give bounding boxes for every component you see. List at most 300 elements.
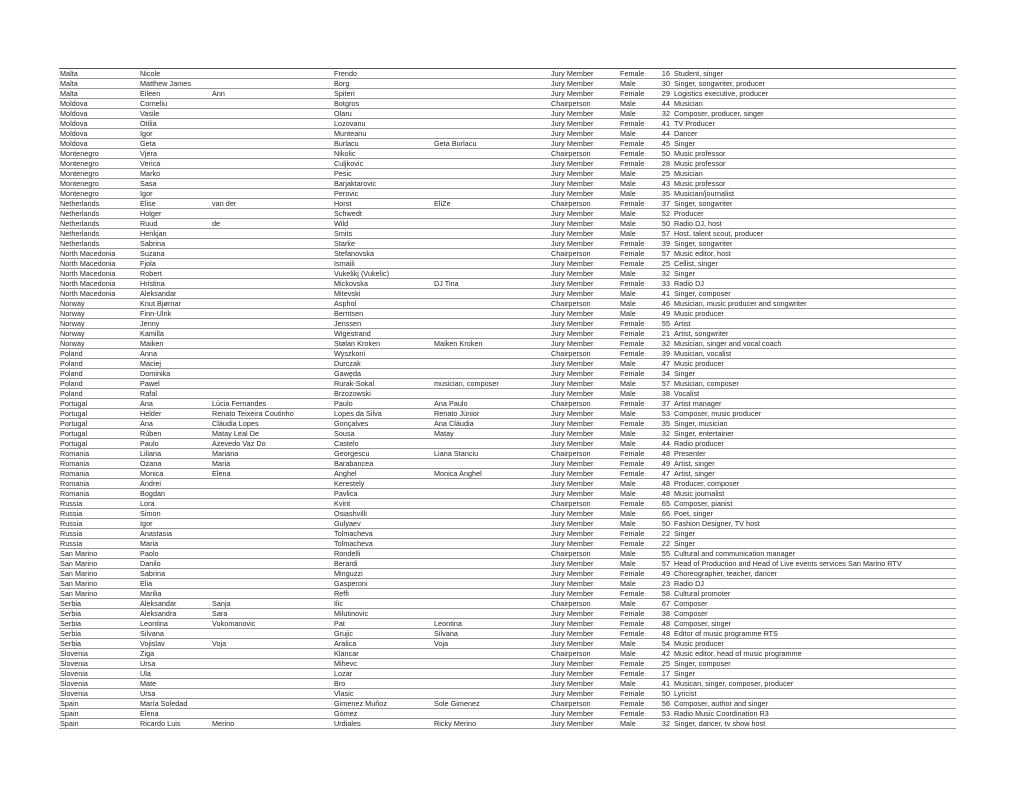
table-row <box>59 579 956 589</box>
middle-name-cell: Azevedo Vaz Do <box>211 439 333 449</box>
last-name-cell: Gonçalves <box>333 419 433 429</box>
last-name-cell: Tolmacheva <box>333 529 433 539</box>
profession-cell: Musician, music producer and songwriter <box>673 299 956 309</box>
profession-cell: Composer, author and singer <box>673 699 956 709</box>
first-name-cell: Lora <box>139 499 211 509</box>
age-cell: 25 <box>660 169 673 179</box>
country-cell: Moldova <box>59 139 139 149</box>
last-name-cell: Schwedt <box>333 209 433 219</box>
table-row <box>59 539 956 549</box>
gender-cell: Male <box>619 519 660 529</box>
middle-name-cell <box>211 709 333 719</box>
table-row <box>59 249 956 259</box>
role-cell: Jury Member <box>550 359 619 369</box>
first-name-cell: Monica <box>139 469 211 479</box>
gender-cell: Male <box>619 79 660 89</box>
first-name-cell: Mate <box>139 679 211 689</box>
last-name-cell: Castelo <box>333 439 433 449</box>
country-cell: Netherlands <box>59 229 139 239</box>
role-cell: Jury Member <box>550 289 619 299</box>
role-cell: Chairperson <box>550 149 619 159</box>
profession-cell: Editor of music programme RTS <box>673 629 956 639</box>
gender-cell: Male <box>619 409 660 419</box>
stage-name-cell <box>433 179 550 189</box>
table-row <box>59 449 956 459</box>
stage-name-cell <box>433 309 550 319</box>
middle-name-cell <box>211 79 333 89</box>
first-name-cell: Corneliu <box>139 99 211 109</box>
profession-cell: Singer <box>673 669 956 679</box>
age-cell: 53 <box>660 409 673 419</box>
middle-name-cell <box>211 299 333 309</box>
age-cell: 45 <box>660 139 673 149</box>
gender-cell: Female <box>619 159 660 169</box>
country-cell: Moldova <box>59 119 139 129</box>
stage-name-cell <box>433 119 550 129</box>
profession-cell: Poet, singer <box>673 509 956 519</box>
last-name-cell: Pesic <box>333 169 433 179</box>
role-cell: Jury Member <box>550 669 619 679</box>
table-row <box>59 339 956 349</box>
gender-cell: Male <box>619 649 660 659</box>
age-cell: 44 <box>660 129 673 139</box>
first-name-cell: Paolo <box>139 549 211 559</box>
country-cell: San Marino <box>59 549 139 559</box>
middle-name-cell <box>211 209 333 219</box>
gender-cell: Female <box>619 319 660 329</box>
country-cell: North Macedonia <box>59 279 139 289</box>
first-name-cell: Ziga <box>139 649 211 659</box>
stage-name-cell <box>433 559 550 569</box>
first-name-cell: Eileen <box>139 89 211 99</box>
role-cell: Jury Member <box>550 259 619 269</box>
table-row <box>59 79 956 89</box>
age-cell: 32 <box>660 719 673 729</box>
gender-cell: Female <box>619 89 660 99</box>
middle-name-cell <box>211 139 333 149</box>
last-name-cell: Burlacu <box>333 139 433 149</box>
country-cell: San Marino <box>59 559 139 569</box>
last-name-cell: Milutinovic <box>333 609 433 619</box>
table-row <box>59 229 956 239</box>
age-cell: 48 <box>660 479 673 489</box>
stage-name-cell <box>433 529 550 539</box>
role-cell: Chairperson <box>550 249 619 259</box>
gender-cell: Male <box>619 269 660 279</box>
table-row <box>59 149 956 159</box>
middle-name-cell <box>211 579 333 589</box>
country-cell: North Macedonia <box>59 249 139 259</box>
age-cell: 35 <box>660 189 673 199</box>
gender-cell: Female <box>619 339 660 349</box>
age-cell: 56 <box>660 699 673 709</box>
role-cell: Jury Member <box>550 659 619 669</box>
table-row <box>59 719 956 729</box>
stage-name-cell <box>433 209 550 219</box>
last-name-cell: Starke <box>333 239 433 249</box>
table-row <box>59 429 956 439</box>
country-cell: Romania <box>59 459 139 469</box>
role-cell: Jury Member <box>550 679 619 689</box>
middle-name-cell <box>211 329 333 339</box>
first-name-cell: Liliana <box>139 449 211 459</box>
last-name-cell: Urdiales <box>333 719 433 729</box>
middle-name-cell <box>211 279 333 289</box>
table-row <box>59 459 956 469</box>
last-name-cell: Klancar <box>333 649 433 659</box>
table-row <box>59 129 956 139</box>
first-name-cell: Aleksandar <box>139 289 211 299</box>
first-name-cell: Maiken <box>139 339 211 349</box>
gender-cell: Female <box>619 609 660 619</box>
last-name-cell: Munteanu <box>333 129 433 139</box>
middle-name-cell <box>211 659 333 669</box>
profession-cell: Music producer <box>673 639 956 649</box>
last-name-cell: Mihevc <box>333 659 433 669</box>
role-cell: Chairperson <box>550 549 619 559</box>
age-cell: 21 <box>660 329 673 339</box>
age-cell: 23 <box>660 579 673 589</box>
stage-name-cell: Monica Anghel <box>433 469 550 479</box>
age-cell: 44 <box>660 99 673 109</box>
age-cell: 28 <box>660 159 673 169</box>
role-cell: Jury Member <box>550 569 619 579</box>
first-name-cell: Marko <box>139 169 211 179</box>
profession-cell: Dancer <box>673 129 956 139</box>
last-name-cell: Gimenez Muñoz <box>333 699 433 709</box>
middle-name-cell: Ann <box>211 89 333 99</box>
country-cell: Slovenia <box>59 679 139 689</box>
country-cell: Russia <box>59 529 139 539</box>
profession-cell: Composer, singer <box>673 619 956 629</box>
table-row <box>59 469 956 479</box>
stage-name-cell: Matay <box>433 429 550 439</box>
stage-name-cell <box>433 99 550 109</box>
middle-name-cell: Cláudia Lopes <box>211 419 333 429</box>
profession-cell: Musician <box>673 169 956 179</box>
stage-name-cell <box>433 189 550 199</box>
country-cell: Portugal <box>59 399 139 409</box>
middle-name-cell <box>211 539 333 549</box>
country-cell: Romania <box>59 489 139 499</box>
age-cell: 39 <box>660 239 673 249</box>
country-cell: Spain <box>59 709 139 719</box>
table-row <box>59 619 956 629</box>
country-cell: Montenegro <box>59 189 139 199</box>
table-row <box>59 69 956 79</box>
gender-cell: Male <box>619 429 660 439</box>
stage-name-cell <box>433 289 550 299</box>
role-cell: Jury Member <box>550 609 619 619</box>
middle-name-cell <box>211 169 333 179</box>
role-cell: Jury Member <box>550 689 619 699</box>
gender-cell: Female <box>619 69 660 79</box>
middle-name-cell: de <box>211 219 333 229</box>
table-row <box>59 319 956 329</box>
first-name-cell: Ruud <box>139 219 211 229</box>
role-cell: Jury Member <box>550 119 619 129</box>
stage-name-cell: Geta Burlacu <box>433 139 550 149</box>
stage-name-cell: Maiken Kroken <box>433 339 550 349</box>
first-name-cell: Rúben <box>139 429 211 439</box>
table-row <box>59 479 956 489</box>
role-cell: Jury Member <box>550 279 619 289</box>
stage-name-cell: Liana Stanciu <box>433 449 550 459</box>
table-row <box>59 159 956 169</box>
country-cell: Russia <box>59 509 139 519</box>
age-cell: 55 <box>660 549 673 559</box>
age-cell: 48 <box>660 629 673 639</box>
last-name-cell: Spiteri <box>333 89 433 99</box>
age-cell: 67 <box>660 599 673 609</box>
middle-name-cell <box>211 529 333 539</box>
first-name-cell: Ricardo Luis <box>139 719 211 729</box>
table-row <box>59 349 956 359</box>
role-cell: Jury Member <box>550 509 619 519</box>
age-cell: 25 <box>660 659 673 669</box>
gender-cell: Male <box>619 189 660 199</box>
country-cell: Romania <box>59 469 139 479</box>
last-name-cell: Mickovska <box>333 279 433 289</box>
role-cell: Jury Member <box>550 139 619 149</box>
stage-name-cell <box>433 69 550 79</box>
age-cell: 22 <box>660 529 673 539</box>
profession-cell: Singer <box>673 139 956 149</box>
age-cell: 46 <box>660 299 673 309</box>
first-name-cell: Marilia <box>139 589 211 599</box>
country-cell: Romania <box>59 449 139 459</box>
last-name-cell: Jenssen <box>333 319 433 329</box>
age-cell: 53 <box>660 709 673 719</box>
profession-cell: Singer, composer <box>673 289 956 299</box>
profession-cell: Artist, singer <box>673 469 956 479</box>
middle-name-cell <box>211 359 333 369</box>
first-name-cell: Ursa <box>139 689 211 699</box>
age-cell: 29 <box>660 89 673 99</box>
role-cell: Jury Member <box>550 79 619 89</box>
country-cell: San Marino <box>59 589 139 599</box>
country-cell: Serbia <box>59 639 139 649</box>
age-cell: 48 <box>660 619 673 629</box>
stage-name-cell <box>433 89 550 99</box>
age-cell: 57 <box>660 559 673 569</box>
profession-cell: Singer, composer <box>673 659 956 669</box>
country-cell: Montenegro <box>59 159 139 169</box>
last-name-cell: Berardi <box>333 559 433 569</box>
table-row <box>59 119 956 129</box>
country-cell: Poland <box>59 369 139 379</box>
role-cell: Jury Member <box>550 169 619 179</box>
stage-name-cell <box>433 479 550 489</box>
table-row <box>59 199 956 209</box>
table-row <box>59 549 956 559</box>
first-name-cell: Dominika <box>139 369 211 379</box>
role-cell: Jury Member <box>550 459 619 469</box>
table-row <box>59 379 956 389</box>
profession-cell: Musician, singer and vocal coach <box>673 339 956 349</box>
country-cell: Serbia <box>59 629 139 639</box>
last-name-cell: Horst <box>333 199 433 209</box>
middle-name-cell: Mariana <box>211 449 333 459</box>
first-name-cell: Bogdan <box>139 489 211 499</box>
role-cell: Jury Member <box>550 529 619 539</box>
table-row <box>59 679 956 689</box>
country-cell: Russia <box>59 519 139 529</box>
profession-cell: Producer, composer <box>673 479 956 489</box>
age-cell: 47 <box>660 359 673 369</box>
role-cell: Jury Member <box>550 339 619 349</box>
role-cell: Jury Member <box>550 539 619 549</box>
stage-name-cell: Leontina <box>433 619 550 629</box>
stage-name-cell: Renato Júnior <box>433 409 550 419</box>
stage-name-cell: Sole Gimenez <box>433 699 550 709</box>
stage-name-cell <box>433 369 550 379</box>
middle-name-cell <box>211 69 333 79</box>
age-cell: 41 <box>660 289 673 299</box>
country-cell: North Macedonia <box>59 259 139 269</box>
table-row <box>59 269 956 279</box>
middle-name-cell: Lúcia Fernandes <box>211 399 333 409</box>
last-name-cell: Frendo <box>333 69 433 79</box>
last-name-cell: Wild <box>333 219 433 229</box>
country-cell: Poland <box>59 359 139 369</box>
middle-name-cell <box>211 699 333 709</box>
gender-cell: Male <box>619 359 660 369</box>
first-name-cell: Sabrina <box>139 569 211 579</box>
last-name-cell: Pat <box>333 619 433 629</box>
gender-cell: Male <box>619 129 660 139</box>
table-row <box>59 309 956 319</box>
gender-cell: Female <box>619 469 660 479</box>
role-cell: Jury Member <box>550 469 619 479</box>
country-cell: Slovenia <box>59 659 139 669</box>
profession-cell: Singer <box>673 369 956 379</box>
profession-cell: Artist manager <box>673 399 956 409</box>
middle-name-cell: Sanja <box>211 599 333 609</box>
last-name-cell: Tolmacheva <box>333 539 433 549</box>
gender-cell: Female <box>619 669 660 679</box>
stage-name-cell <box>433 649 550 659</box>
role-cell: Chairperson <box>550 449 619 459</box>
role-cell: Jury Member <box>550 619 619 629</box>
gender-cell: Male <box>619 579 660 589</box>
profession-cell: Artist, singer <box>673 459 956 469</box>
table-row <box>59 99 956 109</box>
jury-table <box>59 68 956 729</box>
last-name-cell: Ismaili <box>333 259 433 269</box>
first-name-cell: Danilo <box>139 559 211 569</box>
gender-cell: Female <box>619 529 660 539</box>
profession-cell: Music producer <box>673 309 956 319</box>
gender-cell: Female <box>619 279 660 289</box>
stage-name-cell <box>433 329 550 339</box>
profession-cell: Head of Production and Head of Live events services San Marino RTV <box>673 559 956 569</box>
last-name-cell: Gasperoni <box>333 579 433 589</box>
table-row <box>59 389 956 399</box>
country-cell: Portugal <box>59 439 139 449</box>
first-name-cell: Paulo <box>139 439 211 449</box>
stage-name-cell: Ana Paulo <box>433 399 550 409</box>
stage-name-cell <box>433 159 550 169</box>
last-name-cell: Pavlica <box>333 489 433 499</box>
gender-cell: Female <box>619 349 660 359</box>
age-cell: 50 <box>660 689 673 699</box>
first-name-cell: Aleksandar <box>139 599 211 609</box>
stage-name-cell <box>433 439 550 449</box>
profession-cell: Student, singer <box>673 69 956 79</box>
gender-cell: Female <box>619 329 660 339</box>
table-row <box>59 659 956 669</box>
middle-name-cell <box>211 239 333 249</box>
stage-name-cell: EliZe <box>433 199 550 209</box>
table-row <box>59 439 956 449</box>
age-cell: 22 <box>660 539 673 549</box>
profession-cell: Fashion Designer, TV host <box>673 519 956 529</box>
last-name-cell: Nikolic <box>333 149 433 159</box>
first-name-cell: Ana <box>139 399 211 409</box>
last-name-cell: Kvint <box>333 499 433 509</box>
role-cell: Jury Member <box>550 379 619 389</box>
country-cell: Russia <box>59 539 139 549</box>
age-cell: 33 <box>660 279 673 289</box>
country-cell: Norway <box>59 319 139 329</box>
stage-name-cell <box>433 519 550 529</box>
last-name-cell: Georgescu <box>333 449 433 459</box>
jury-table-sheet <box>59 68 956 729</box>
last-name-cell: Wyszkoni <box>333 349 433 359</box>
table-row <box>59 629 956 639</box>
age-cell: 41 <box>660 679 673 689</box>
jury-table-body <box>59 69 956 729</box>
profession-cell: Composer, producer, singer <box>673 109 956 119</box>
stage-name-cell <box>433 319 550 329</box>
stage-name-cell: Silvana <box>433 629 550 639</box>
gender-cell: Male <box>619 719 660 729</box>
profession-cell: Cultural promoter <box>673 589 956 599</box>
middle-name-cell <box>211 179 333 189</box>
country-cell: Slovenia <box>59 689 139 699</box>
last-name-cell: Gulyaev <box>333 519 433 529</box>
profession-cell: Lyricist <box>673 689 956 699</box>
age-cell: 54 <box>660 639 673 649</box>
profession-cell: Singer, songwriter <box>673 239 956 249</box>
table-row <box>59 209 956 219</box>
age-cell: 32 <box>660 339 673 349</box>
middle-name-cell <box>211 389 333 399</box>
profession-cell: Presenter <box>673 449 956 459</box>
profession-cell: Music professor <box>673 149 956 159</box>
table-row <box>59 699 956 709</box>
table-row <box>59 709 956 719</box>
first-name-cell: Suzana <box>139 249 211 259</box>
stage-name-cell <box>433 569 550 579</box>
profession-cell: Singer, dancer, tv show host <box>673 719 956 729</box>
middle-name-cell: Elena <box>211 469 333 479</box>
gender-cell: Male <box>619 229 660 239</box>
table-row <box>59 299 956 309</box>
middle-name-cell <box>211 99 333 109</box>
middle-name-cell <box>211 149 333 159</box>
gender-cell: Male <box>619 179 660 189</box>
first-name-cell: Helder <box>139 409 211 419</box>
table-row <box>59 649 956 659</box>
last-name-cell: Barabancea <box>333 459 433 469</box>
role-cell: Jury Member <box>550 389 619 399</box>
table-row <box>59 409 956 419</box>
last-name-cell: Stefanovska <box>333 249 433 259</box>
table-row <box>59 609 956 619</box>
profession-cell: Music professor <box>673 179 956 189</box>
